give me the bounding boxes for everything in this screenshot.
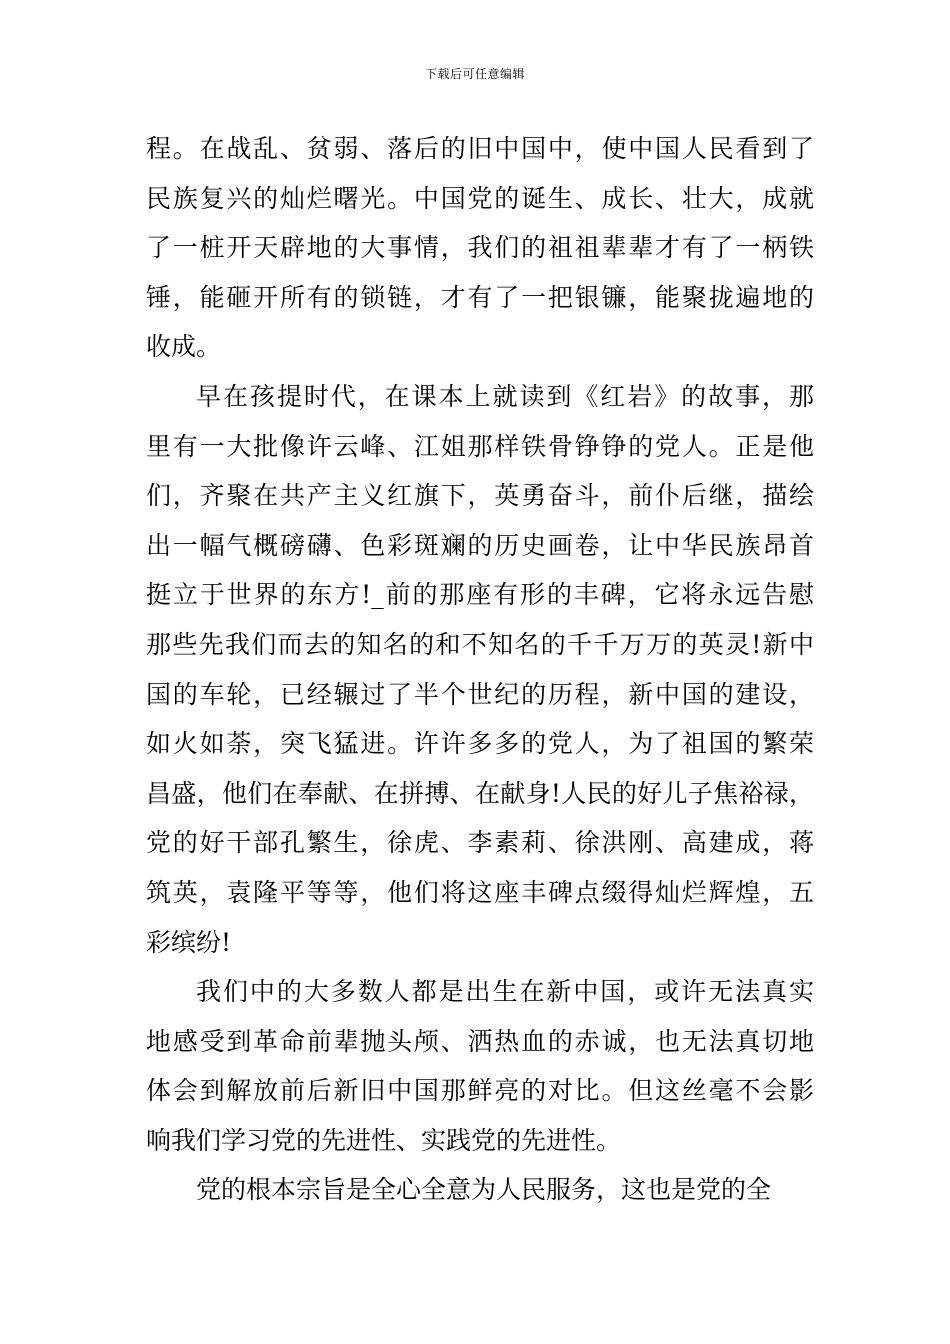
paragraph-line: 响我们学习党的先进性、实践党的先进性。 — [146, 1125, 622, 1155]
paragraph-line: 筑英，袁隆平等等，他们将这座丰碑点缀得灿烂辉煌，五 — [146, 877, 814, 907]
paragraph — [146, 967, 814, 1165]
paragraph-line: 里有一大批像许云峰、江姐那样铁骨铮铮的党人。正是他 — [146, 431, 814, 461]
paragraph-line: 我们中的大多数人都是出生在新中国，或许无法真实 — [196, 977, 814, 1007]
paragraph — [146, 372, 814, 967]
paragraph-line: 程。在战乱、贫弱、落后的旧中国中，使中国人民看到了 — [146, 134, 814, 163]
paragraph-line: 民族复兴的灿烂曙光。中国党的诞生、成长、壮大，成就 — [146, 183, 814, 213]
paragraph-line: 昌盛，他们在奉献、在拼搏、在献身!人民的好儿子焦裕禄， — [146, 778, 814, 808]
paragraph-line: 如火如荼，突飞猛进。许许多多的党人，为了祖国的繁荣 — [146, 729, 814, 759]
paragraph-line: 早在孩提时代，在课本上就读到《红岩》的故事，那 — [196, 381, 814, 411]
paragraph-line: 地感受到革命前辈抛头颅、洒热血的赤诚，也无法真切地 — [146, 1026, 814, 1056]
paragraph-line: 锤，能砸开所有的锁链，才有了一把银镰，能聚拢遍地的 — [146, 282, 814, 312]
paragraph — [146, 124, 814, 372]
paragraph-line: 体会到解放前后新旧中国那鲜亮的对比。但这丝毫不会影 — [146, 1076, 814, 1106]
paragraph-line: 党的好干部孔繁生，徐虎、李素莉、徐洪刚、高建成，蒋 — [146, 828, 814, 858]
paragraph — [146, 1165, 814, 1215]
page-header: 下载后可任意编辑 — [424, 67, 525, 81]
document-body — [146, 124, 814, 1215]
paragraph-line: 收成。 — [146, 332, 222, 362]
paragraph-line: 党的根本宗旨是全心全意为人民服务，这也是党的全 — [196, 1175, 772, 1205]
paragraph-line: 出一幅气概磅礴、色彩斑斓的历史画卷，让中华民族昂首 — [146, 530, 814, 560]
paragraph-line: 那些先我们而去的知名的和不知名的千千万万的英灵!新中 — [146, 629, 814, 659]
paragraph-line: 们，齐聚在共产主义红旗下，英勇奋斗，前仆后继，描绘 — [146, 481, 814, 511]
paragraph-line: 国的车轮，已经辗过了半个世纪的历程，新中国的建设， — [146, 679, 814, 709]
paragraph-line: 挺立于世界的东方!_前的那座有形的丰碑，它将永远告慰 — [146, 580, 814, 610]
paragraph-line: 彩缤纷! — [146, 927, 232, 957]
paragraph-line: 了一桩开天辟地的大事情，我们的祖祖辈辈才有了一柄铁 — [146, 233, 814, 263]
